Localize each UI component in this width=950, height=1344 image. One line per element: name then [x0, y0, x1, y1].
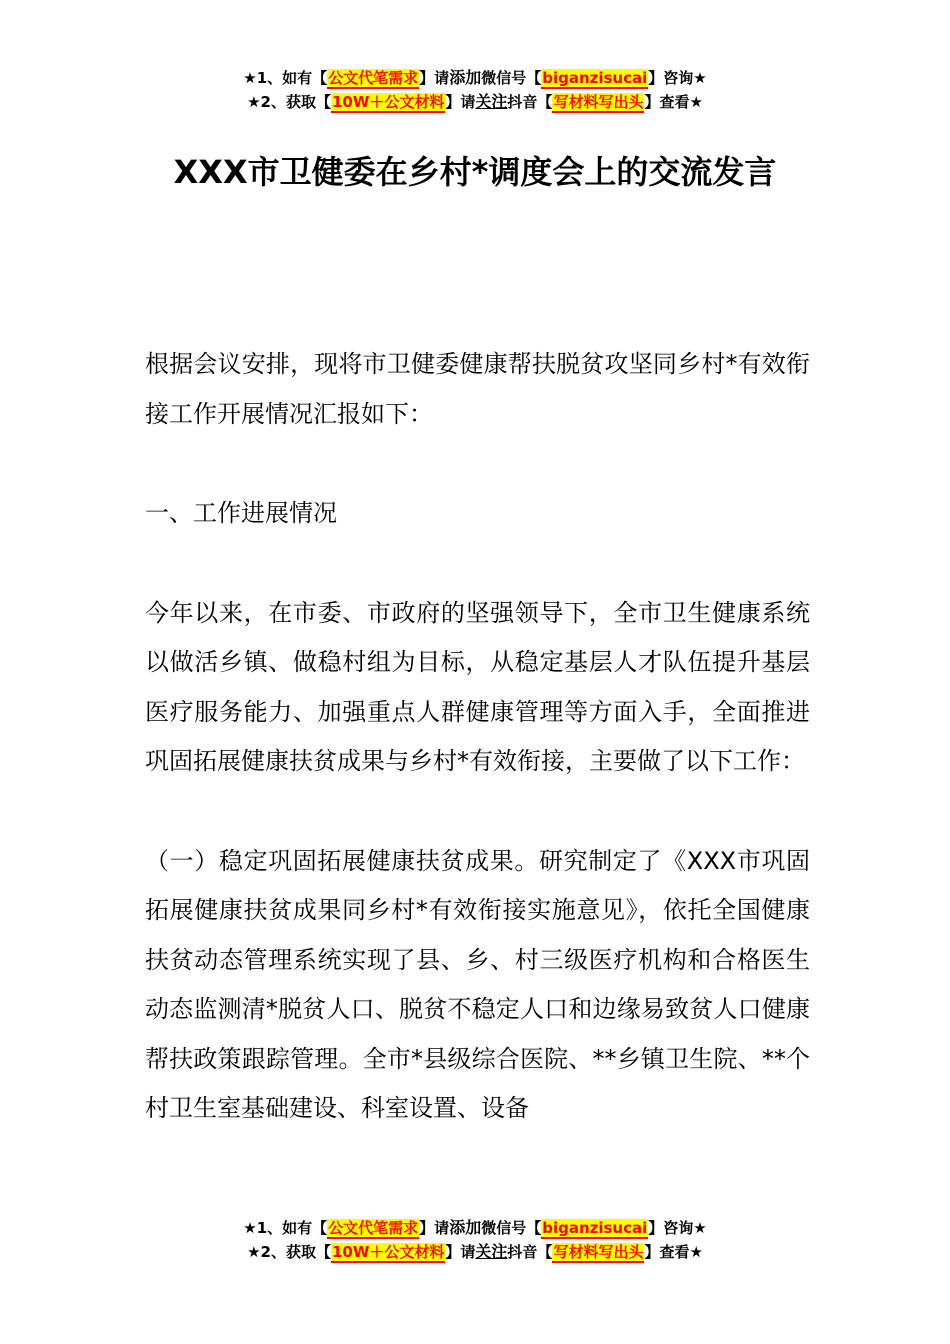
- promo-text: 】请: [419, 1219, 450, 1237]
- promo-text: 】咨询★: [648, 1219, 707, 1237]
- promo-text: 抖音【: [507, 93, 553, 111]
- promo-douyin-id: 写材料写出头: [553, 93, 644, 111]
- promo-highlight: 公文代笔需求: [328, 1219, 419, 1237]
- promo-text: 】请: [419, 69, 450, 87]
- promo-text: 抖音【: [507, 1243, 553, 1261]
- document-body: [145, 340, 810, 1134]
- promo-emphasis: 关注: [475, 92, 508, 111]
- promo-text: ★2、获取【: [247, 93, 331, 111]
- promo-text: 微信号【: [481, 69, 542, 87]
- promo-highlight: 10W＋公文材料: [331, 93, 445, 111]
- promo-text: ★1、如有【: [243, 69, 328, 87]
- promo-highlight: 公文代笔需求: [328, 69, 419, 87]
- promo-douyin-id: 写材料写出头: [553, 1243, 644, 1261]
- promo-text: 】查看★: [644, 1243, 703, 1261]
- promo-banner-top: [0, 66, 950, 114]
- promo-line-1: [0, 1216, 950, 1240]
- document-title: XXX市卫健委在乡村*调度会上的交流发言: [173, 153, 777, 191]
- promo-text: 】请: [445, 1243, 476, 1261]
- promo-emphasis: 添加: [449, 1218, 482, 1237]
- promo-text: ★1、如有【: [243, 1219, 328, 1237]
- promo-text: 】咨询★: [648, 69, 707, 87]
- promo-line-1: [0, 66, 950, 90]
- promo-line-2: [0, 90, 950, 114]
- promo-text: 】请: [445, 93, 476, 111]
- promo-wechat-id: biganzisucai: [542, 1219, 648, 1237]
- promo-emphasis: 关注: [475, 1242, 508, 1261]
- promo-text: ★2、获取【: [247, 1243, 331, 1261]
- promo-emphasis: 添加: [449, 68, 482, 87]
- promo-wechat-id: biganzisucai: [542, 69, 648, 87]
- promo-line-2: [0, 1240, 950, 1264]
- section-heading: 一、工作进展情况: [145, 499, 337, 527]
- paragraph-overview: 今年以来，在市委、市政府的坚强领导下，全市卫生健康系统以做活乡镇、做稳村组为目标，从稳定基层人才队伍提升基层医疗服务能力、加强重点人群健康管理等方面入手，全面推进巩固拓展健康扶贫成果与乡村*有效衔接，主要做了以下工作：: [145, 598, 810, 775]
- promo-text: 】查看★: [644, 93, 703, 111]
- promo-banner-bottom: [0, 1216, 950, 1264]
- paragraph-intro: 根据会议安排，现将市卫健委健康帮扶脱贫攻坚同乡村*有效衔接工作开展情况汇报如下：: [145, 350, 810, 428]
- paragraph-item-1: （一）稳定巩固拓展健康扶贫成果。研究制定了《XXX市巩固拓展健康扶贫成果同乡村*有效衔接实施意见》，依托全国健康扶贫动态管理系统实现了县、乡、村三级医疗机构和合格医生动态监测清*脱贫人口、脱贫不稳定人口和边缘易致贫人口健康帮扶政策跟踪管理。全市*县级综合医院、**乡镇卫生院、**个村卫生室基础建设、科室设置、设备: [145, 846, 810, 1122]
- promo-highlight: 10W＋公文材料: [331, 1243, 445, 1261]
- promo-text: 微信号【: [481, 1219, 542, 1237]
